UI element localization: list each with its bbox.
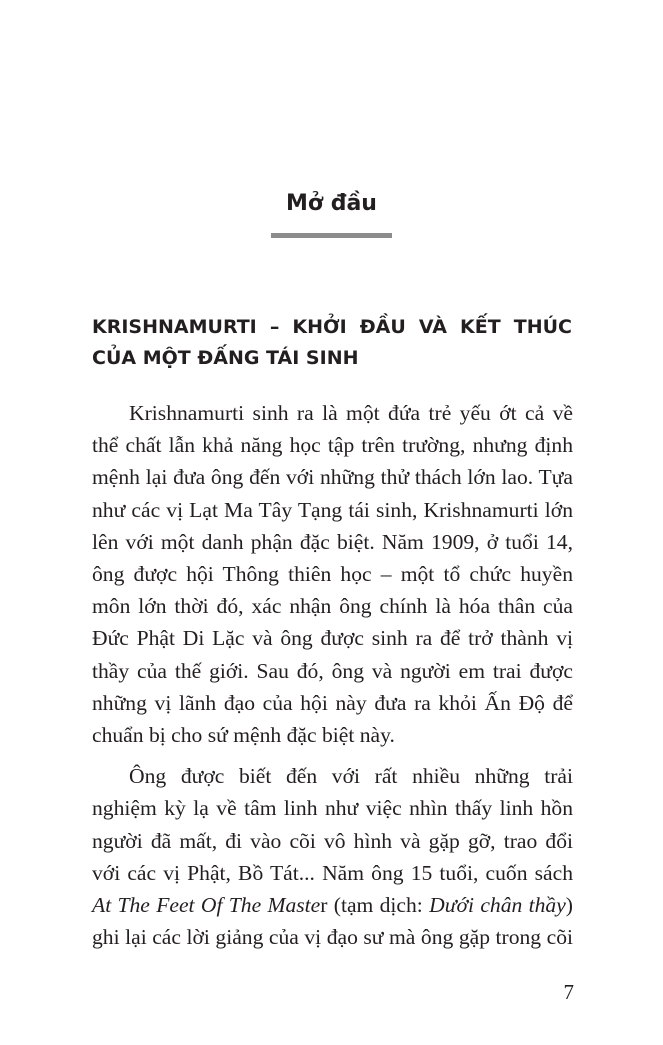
page-number: 7 [563,980,574,1004]
text-line: thể chất lẫn khả năng học tập trên trường, nhưng định [92,433,573,458]
text-line: lên với một danh phận đặc biệt. Năm 1909, ở tuổi 14, [92,529,573,554]
body-text [92,397,573,953]
text-line-with-book-title [92,889,573,921]
title-underline-rule [271,233,392,238]
closing-parenthesis: ) [565,893,573,918]
text-line: ghi lại các lời giảng của vị đạo sư mà ông gặp trong cõi [92,925,573,950]
text-line: với các vị Phật, Bồ Tát... Năm ông 15 tuổi, cuốn sách [92,860,573,885]
text-line: nghiệm kỳ lạ về tâm linh như việc nhìn thấy linh hồn [92,796,573,821]
book-title-tail: r (tạm dịch: [320,893,430,918]
paragraph [92,397,573,751]
section-heading-line: KRISHNAMURTI – KHỞI ĐẦU VÀ KẾT THÚC [92,316,572,338]
text-line: Ông được biết đến với rất nhiều những trải [129,764,573,789]
paragraph [92,760,573,953]
section-heading-line: CỦA MỘT ĐẤNG TÁI SINH [92,347,359,369]
text-line: người đã mất, đi vào cõi vô hình và gặp gỡ, trao đổi [92,828,573,853]
text-line: Đức Phật Di Lặc và ông được sinh ra để trở thành vị [92,626,573,651]
text-line: như các vị Lạt Ma Tây Tạng tái sinh, Krishnamurti lớn [92,497,573,522]
chapter-title: Mở đầu [286,191,377,216]
text-line: mệnh lại đưa ông đến với những thử thách lớn lao. Tựa [92,465,573,490]
translated-title-italic: Dưới chân thầy [429,893,566,918]
text-line: những vị lãnh đạo của hội này đưa ra khỏi Ấn Độ để [92,690,573,715]
text-line: thầy của thế giới. Sau đó, ông và người em trai được [92,658,573,683]
text-line: môn lớn thời đó, xác nhận ông chính là hóa thân của [92,594,573,619]
book-title-italic: At The Feet Of The Maste [92,893,321,918]
text-line: ông được hội Thông thiên học – một tổ chức huyền [92,562,573,587]
section-heading [92,312,572,374]
text-line: chuẩn bị cho sứ mệnh đặc biệt này. [92,723,395,748]
text-line: Krishnamurti sinh ra là một đứa trẻ yếu ớt cả về [129,401,573,425]
